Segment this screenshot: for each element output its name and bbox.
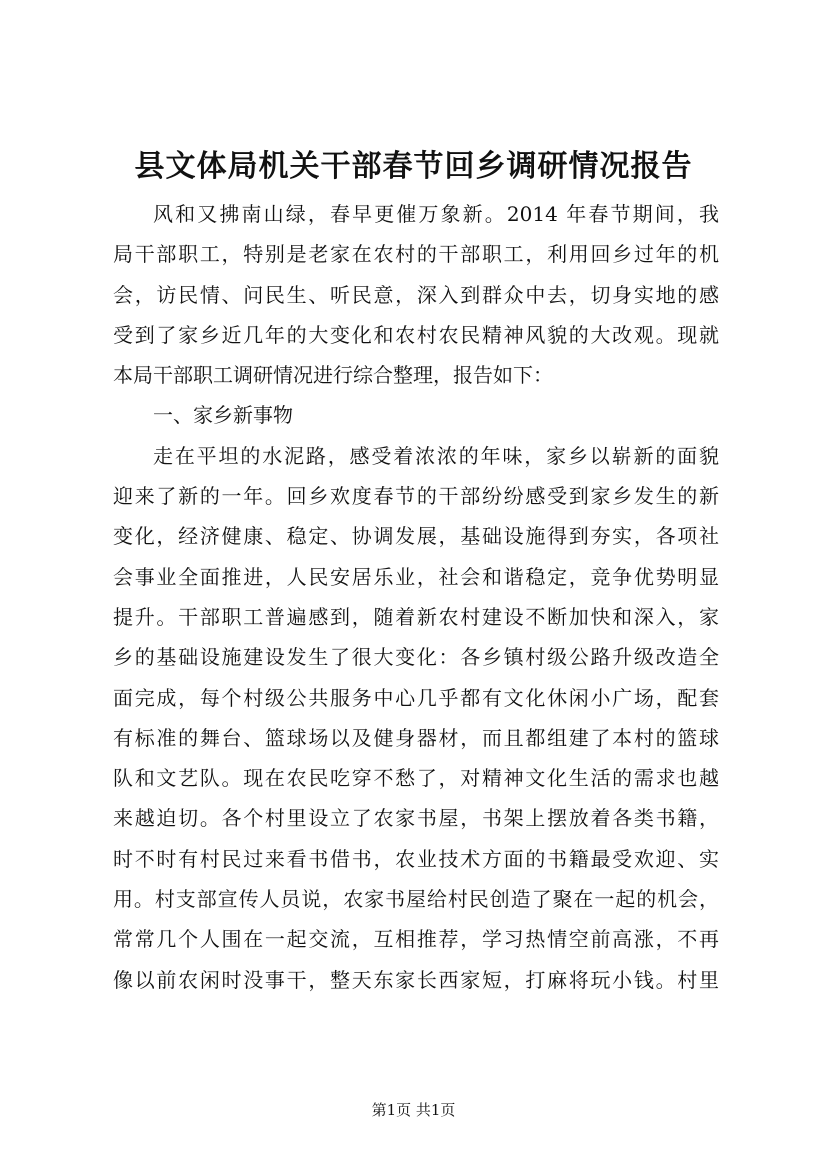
paragraph-line: 面完成，每个村级公共服务中心几乎都有文化休闲小广场，配套	[113, 685, 719, 710]
paragraph-line: 有标准的舞台、篮球场以及健身器材，而且都组建了本村的篮球	[113, 725, 719, 750]
paragraph-line: 风和又拂南山绿，春早更催万象新。2014 年春节期间，我	[153, 202, 719, 226]
paragraph-line: 会，访民情、问民生、听民意，深入到群众中去，切身实地的感	[113, 282, 719, 307]
paragraph-line: 会事业全面推进，人民安居乐业，社会和谐稳定，竞争优势明显	[113, 564, 719, 589]
paragraph-line: 常常几个人围在一起交流，互相推荐，学习热情空前高涨，不再	[113, 927, 719, 952]
paragraph-line: 本局干部职工调研情况进行综合整理，报告如下：	[113, 363, 553, 388]
paragraph-line: 来越迫切。各个村里设立了农家书屋，书架上摆放着各类书籍，	[113, 806, 719, 831]
paragraph-line: 队和文艺队。现在农民吃穿不愁了，对精神文化生活的需求也越	[113, 766, 719, 791]
paragraph-line: 走在平坦的水泥路，感受着浓浓的年味，家乡以崭新的面貌	[153, 443, 719, 468]
page-number-footer: 第1页 共1页	[371, 1101, 456, 1119]
paragraph-line: 时不时有村民过来看书借书，农业技术方面的书籍最受欢迎、实	[113, 846, 719, 871]
document-body	[113, 194, 719, 1000]
paragraph-line: 变化，经济健康、稳定、协调发展，基础设施得到夯实，各项社	[113, 524, 719, 549]
paragraph-line: 乡的基础设施建设发生了很大变化：各乡镇村级公路升级改造全	[113, 645, 719, 670]
paragraph-line: 局干部职工，特别是老家在农村的干部职工，利用回乡过年的机	[113, 242, 719, 267]
section-heading: 一、家乡新事物	[153, 403, 293, 428]
paragraph-line: 像以前农闲时没事干，整天东家长西家短，打麻将玩小钱。村里	[113, 967, 719, 992]
document-title: 县文体局机关干部春节回乡调研情况报告	[134, 149, 693, 184]
paragraph-line: 用。村支部宣传人员说，农家书屋给村民创造了聚在一起的机会，	[113, 887, 719, 912]
paragraph-line: 迎来了新的一年。回乡欢度春节的干部纷纷感受到家乡发生的新	[113, 484, 719, 509]
paragraph-line: 提升。干部职工普遍感到，随着新农村建设不断加快和深入，家	[113, 604, 719, 629]
paragraph-line: 受到了家乡近几年的大变化和农村农民精神风貌的大改观。现就	[113, 322, 719, 347]
